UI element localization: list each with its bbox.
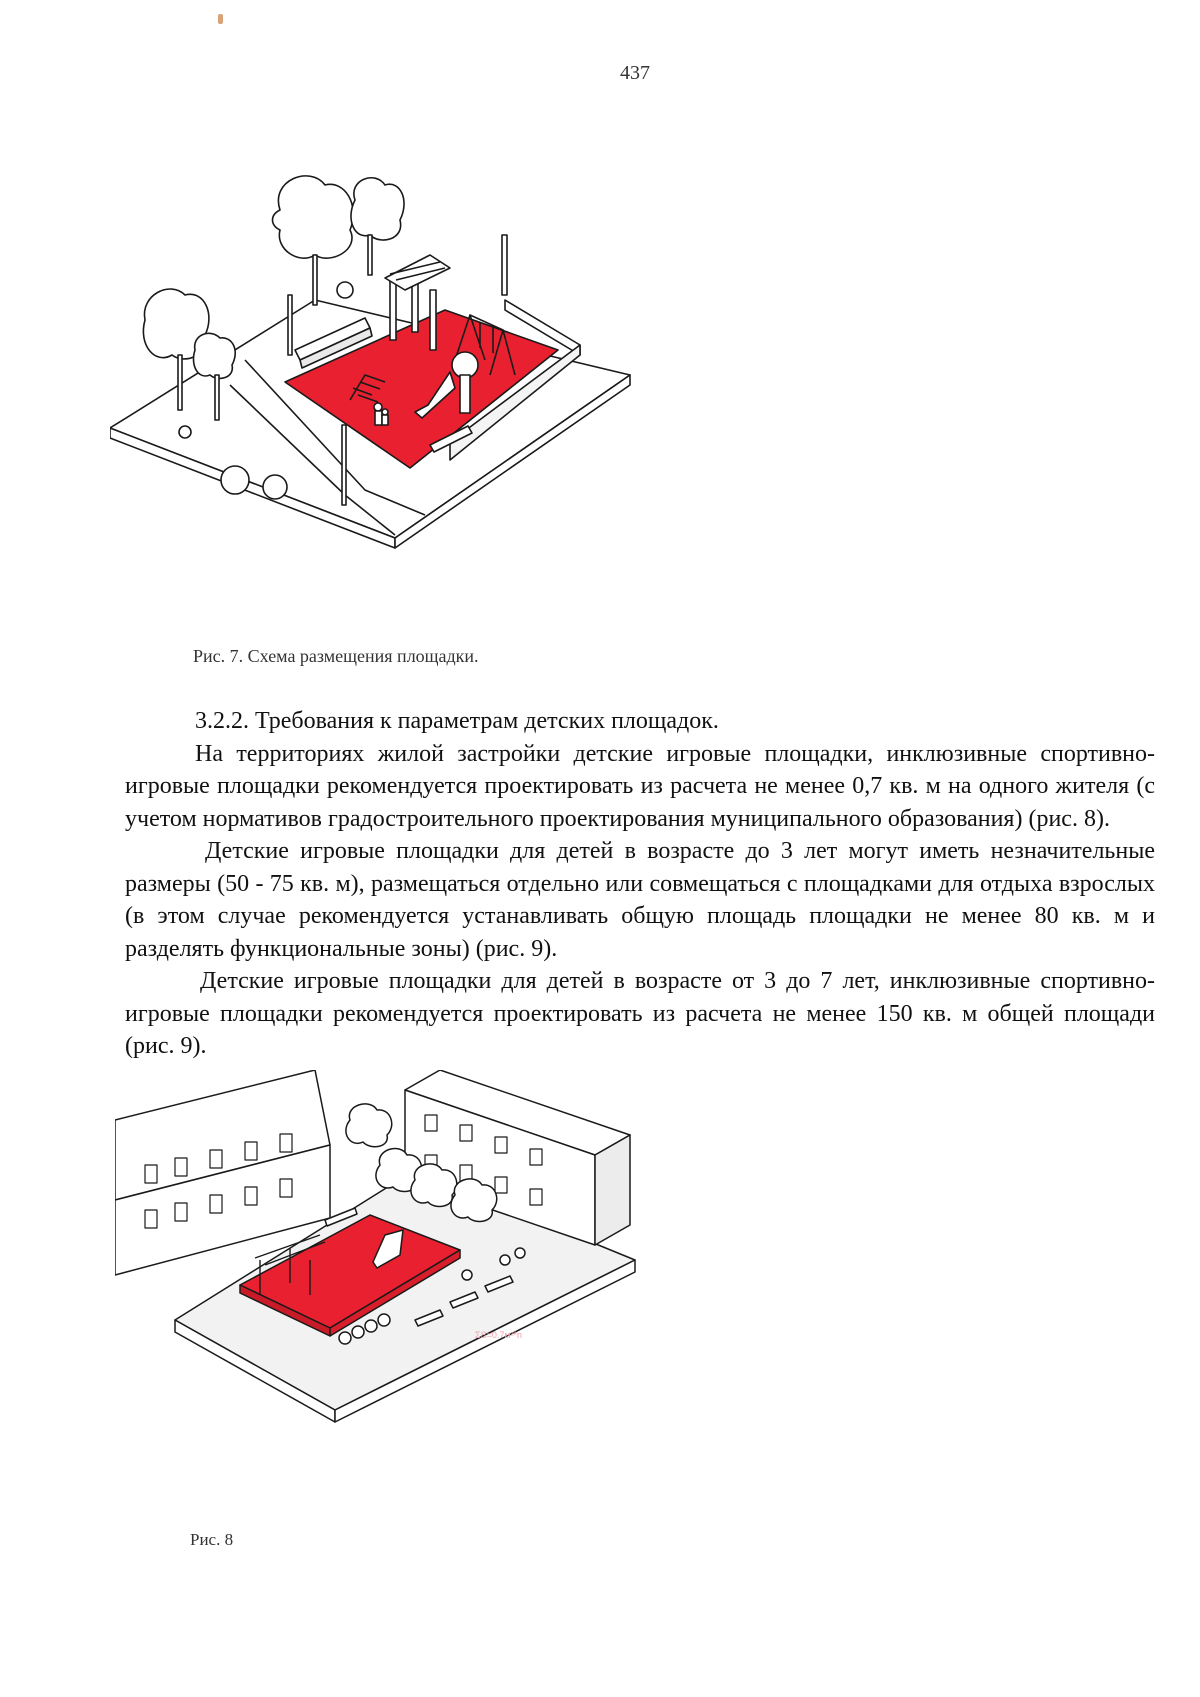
page-number: 437 <box>620 62 650 84</box>
figure-7-playground-scheme <box>110 150 710 620</box>
section-heading: 3.2.2. Требования к параметрам детских площадок. <box>195 708 719 734</box>
figure-8-caption: Рис. 8 <box>190 1530 234 1549</box>
paragraph-2: Детские игровые площадки для детей в возрасте до 3 лет могут иметь незначительные размеры (50 - 75 кв. м), размещаться отдельно или совмещаться с площадками для отдыха взрослых (в этом случае рекомендуется устанавливать общую площадь площадки не менее 80 кв. м и разделять функциональные зоны) (рис. 9). <box>125 838 1155 962</box>
formula-label: ΣS=0.7м²*n <box>475 1330 523 1340</box>
paragraph-3: Детские игровые площадки для детей в возрасте от 3 до 7 лет, инклюзивные спортивно-игровые площадки рекомендуется проектировать из расчета не менее 150 кв. м общей площади (рис. 9). <box>125 968 1155 1059</box>
section-text <box>125 705 1155 1063</box>
figure-8-courtyard <box>115 1070 695 1500</box>
paragraph-1: На территориях жилой застройки детские игровые площадки, инклюзивные спортивно-игровые площадки рекомендуется проектировать из расчета не менее 0,7 кв. м на одного жителя (с учетом нормативов градостроительного проектирования муниципального образования) (рис. 8). <box>125 740 1155 832</box>
figure-7-caption: Рис. 7. Схема размещения площадки. <box>193 646 479 666</box>
scan-mark <box>218 14 223 24</box>
